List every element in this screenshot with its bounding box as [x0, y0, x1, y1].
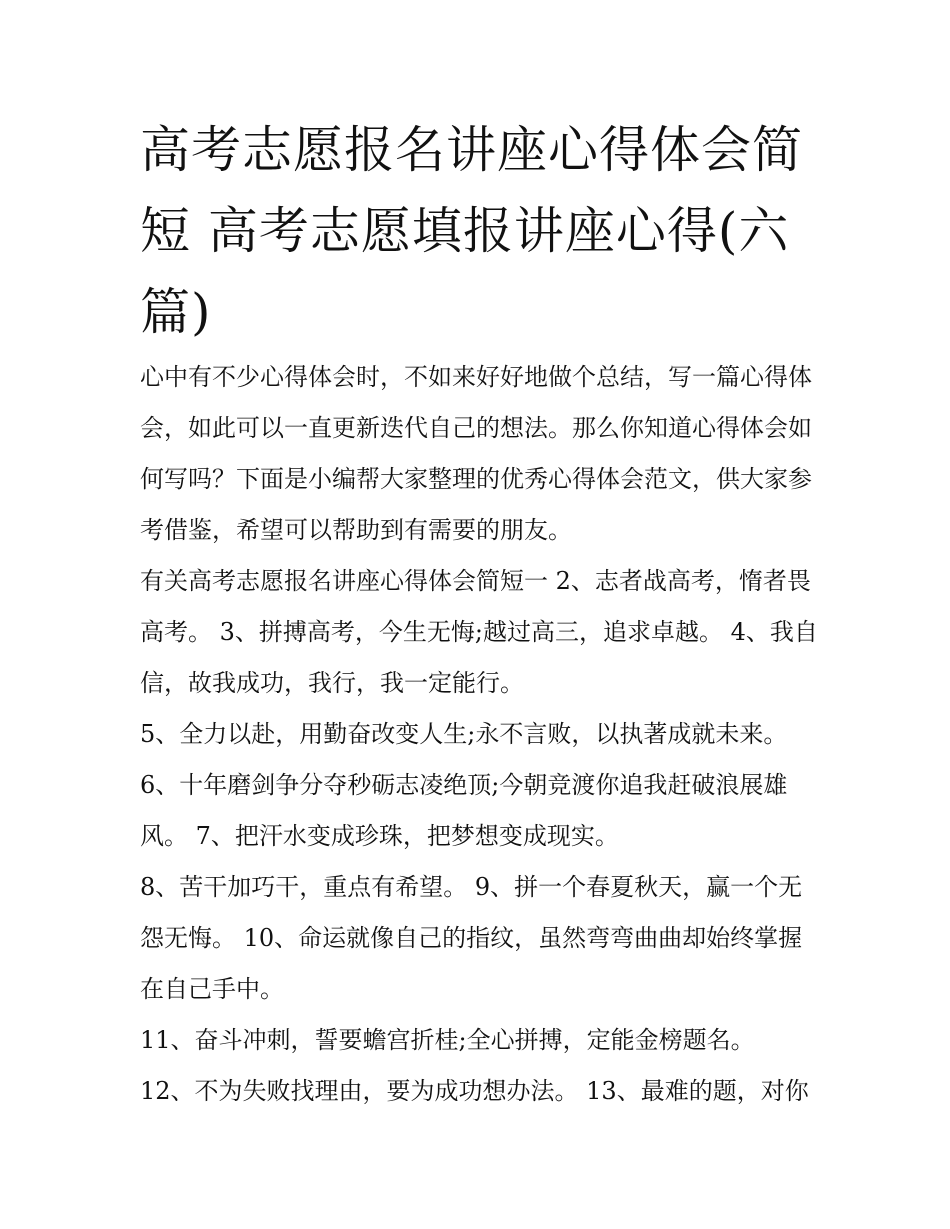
document-body [140, 352, 820, 1117]
paragraph-slogan-11: 11、奋斗冲刺，誓要蟾宫折桂;全心拼搏，定能金榜题名。 [140, 1026, 755, 1054]
paragraph-slogans-6-7: 6、十年磨剑争分夺秒砺志凌绝顶;今朝竞渡你追我赶破浪展雄风。 7、把汗水变成珍珠，把梦想变成现实。 [140, 771, 788, 850]
paragraph-slogans-2-4: 有关高考志愿报名讲座心得体会简短一 2、志者战高考，惰者畏高考。 3、拼搏高考，今生无悔;越过高三，追求卓越。 4、我自信，故我成功，我行，我一定能行。 [140, 567, 818, 697]
paragraph-slogans-8-10: 8、苦干加巧干，重点有希望。 9、拼一个春夏秋天，赢一个无怨无悔。 10、命运就像自己的指纹，虽然弯弯曲曲却始终掌握在自己手中。 [140, 873, 803, 1003]
paragraph-slogans-12-13: 12、不为失败找理由，要为成功想办法。 13、最难的题，对你 [140, 1077, 809, 1105]
paragraph-slogan-5: 5、全力以赴，用勤奋改变人生;永不言败，以执著成就未来。 [140, 720, 788, 748]
document-title: 高考志愿报名讲座心得体会简短 高考志愿填报讲座心得(六篇) [140, 121, 803, 341]
paragraph-intro: 心中有不少心得体会时，不如来好好地做个总结，写一篇心得体会，如此可以一直更新迭代自己的想法。那么你知道心得体会如何写吗？下面是小编帮大家整理的优秀心得体会范文，供大家参考借鉴，希望可以帮助到有需要的朋友。 [140, 363, 812, 544]
